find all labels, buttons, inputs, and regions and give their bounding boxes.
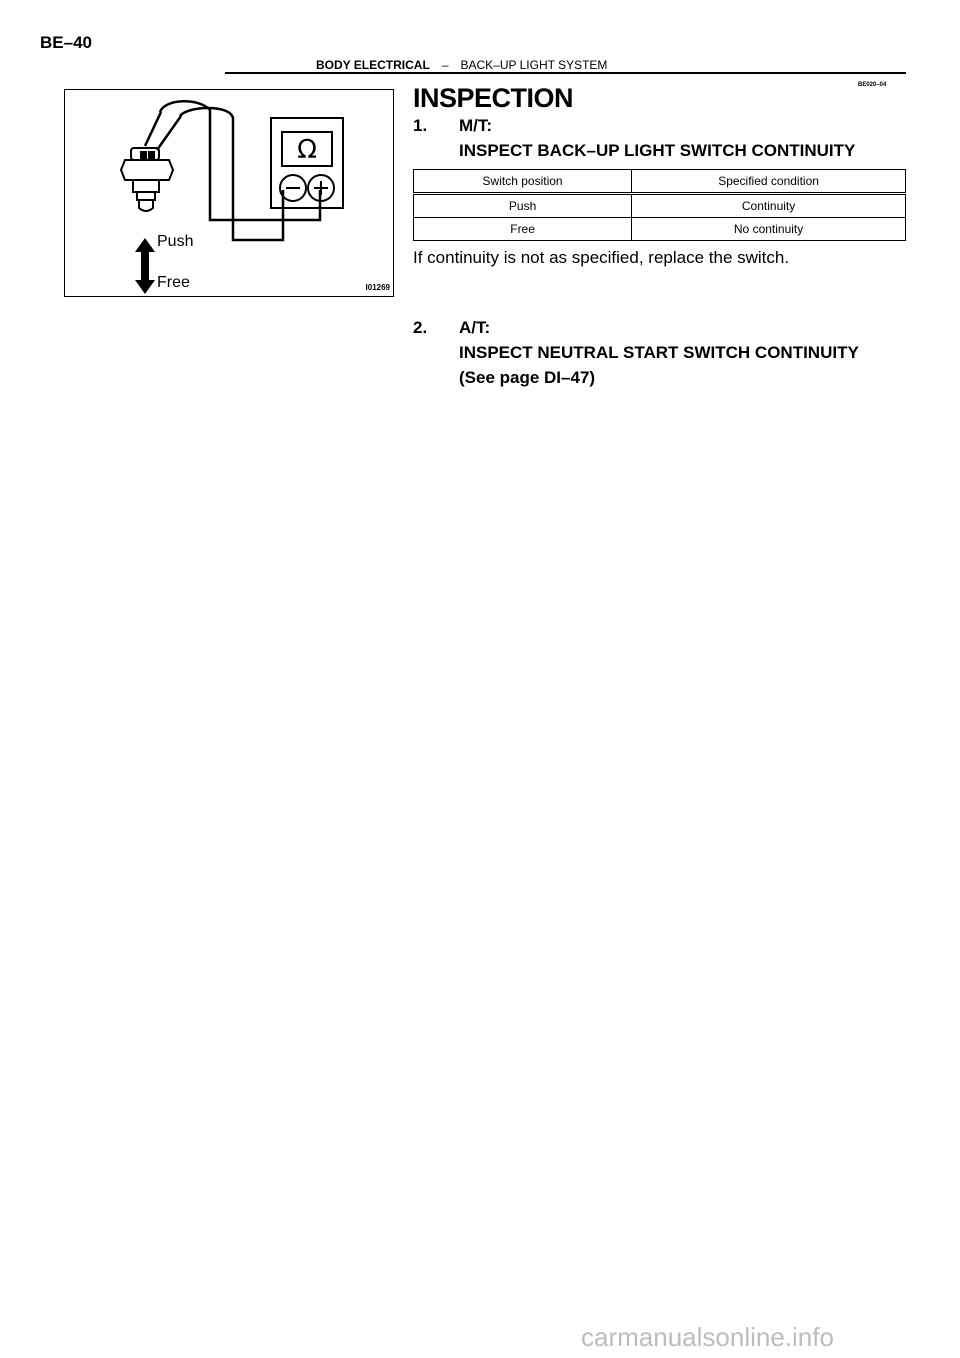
table-cell: No continuity: [632, 218, 906, 241]
step-text: INSPECT BACK–UP LIGHT SWITCH CONTINUITY: [459, 141, 856, 160]
step-number: 2.: [413, 318, 428, 337]
table-row: [414, 194, 906, 218]
push-free-arrow-icon: [135, 238, 155, 294]
continuity-table: [413, 169, 906, 241]
illustration: [65, 90, 395, 298]
subsection-title: BACK–UP LIGHT SYSTEM: [460, 58, 608, 72]
table-cell: Continuity: [632, 194, 906, 218]
free-label: Free: [157, 274, 190, 291]
push-label: Push: [157, 233, 194, 250]
step-number: 1.: [413, 116, 428, 135]
table-row: [414, 218, 906, 241]
table-cell: Free: [414, 218, 632, 241]
table-header-cell: Specified condition: [632, 170, 906, 194]
step-text: INSPECT NEUTRAL START SWITCH CONTINUITY: [459, 343, 859, 362]
figure-code: I01269: [365, 283, 390, 292]
separator: –: [441, 58, 449, 72]
step-title: A/T:: [459, 318, 491, 337]
ohm-symbol: Ω: [297, 135, 317, 165]
step-title: M/T:: [459, 116, 493, 135]
switch-test-figure: [64, 89, 394, 297]
document-code: BE020–04: [858, 82, 887, 88]
inspection-heading: INSPECTION: [413, 83, 574, 113]
running-head: [316, 58, 607, 72]
page-number: BE–40: [40, 33, 92, 52]
replacement-note: If continuity is not as specified, replace the switch.: [413, 248, 790, 267]
table-header-cell: Switch position: [414, 170, 632, 194]
table-cell: Push: [414, 194, 632, 218]
section-title: BODY ELECTRICAL: [316, 58, 430, 72]
back-up-light-switch-icon: [121, 148, 173, 211]
table-header-row: [414, 170, 906, 194]
watermark: carmanualsonline.info: [581, 1322, 834, 1352]
header-rule: [225, 72, 906, 74]
test-leads: [145, 101, 320, 240]
page-reference: (See page DI–47): [459, 368, 596, 387]
